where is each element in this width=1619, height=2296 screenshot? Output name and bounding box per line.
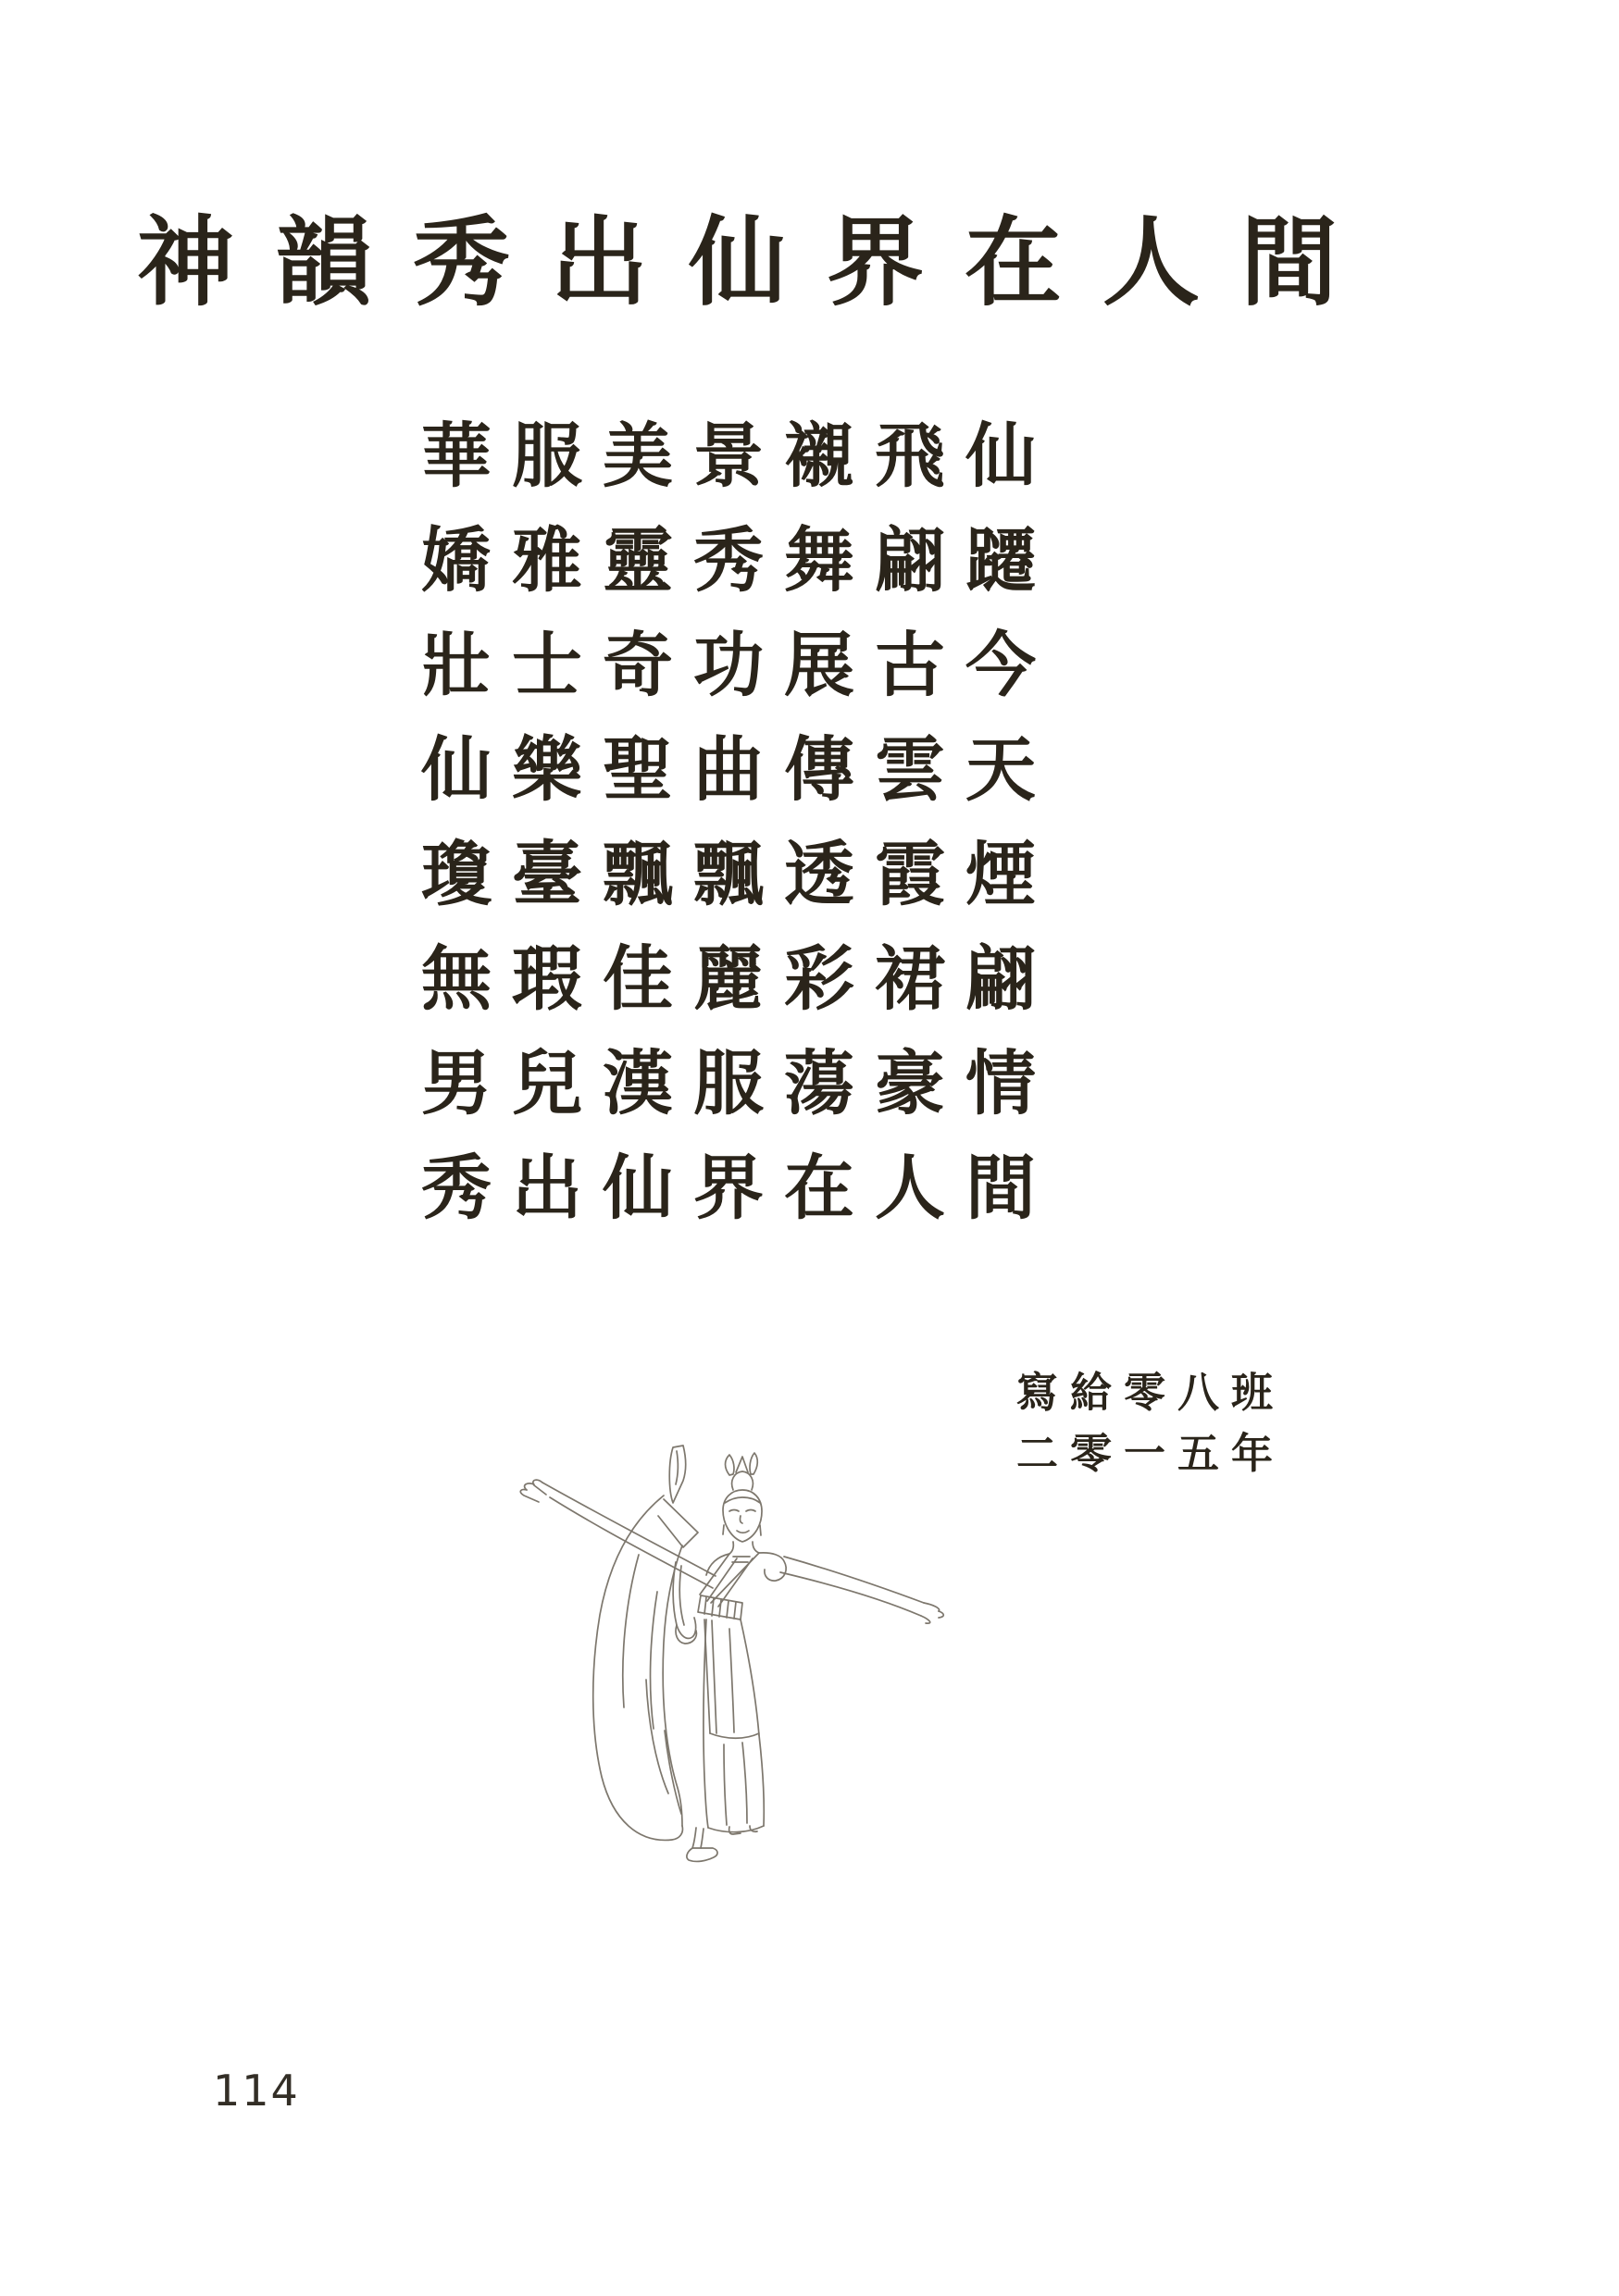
poem-line: 男兒漢服蕩豪情 (421, 1042, 1056, 1124)
page-title: 神韻秀出仙界在人間 (137, 206, 1379, 319)
poem-line: 壯士奇功展古今 (421, 624, 1056, 706)
shoe (687, 1848, 717, 1861)
poem-line: 無瑕佳麗彩裙翩 (421, 937, 1056, 1020)
poem-line: 嬌雅靈秀舞翩躚 (421, 519, 1056, 602)
poem-line: 仙樂聖曲傳雲天 (421, 728, 1056, 811)
poem-line: 秀出仙界在人間 (421, 1147, 1056, 1229)
attribution-year: 二零一五年 (1016, 1429, 1286, 1478)
attribution (1016, 1362, 1285, 1484)
earring (760, 1525, 761, 1535)
page-number: 114 (213, 2066, 300, 2116)
extended-arm (784, 1557, 924, 1603)
poem-line: 華服美景襯飛仙 (421, 415, 1056, 497)
poem-line: 瓊臺飄飄透霞煙 (421, 833, 1056, 915)
poem-body (421, 403, 1056, 1240)
leg (692, 1828, 696, 1848)
attribution-dedication: 寫給零八班 (1016, 1368, 1286, 1417)
raised-arm (542, 1483, 716, 1576)
hair-ornament (726, 1455, 734, 1475)
foot (729, 1827, 741, 1834)
dancer-illustration (491, 1444, 1009, 2091)
hair-bun (732, 1471, 753, 1490)
earring (723, 1525, 724, 1534)
